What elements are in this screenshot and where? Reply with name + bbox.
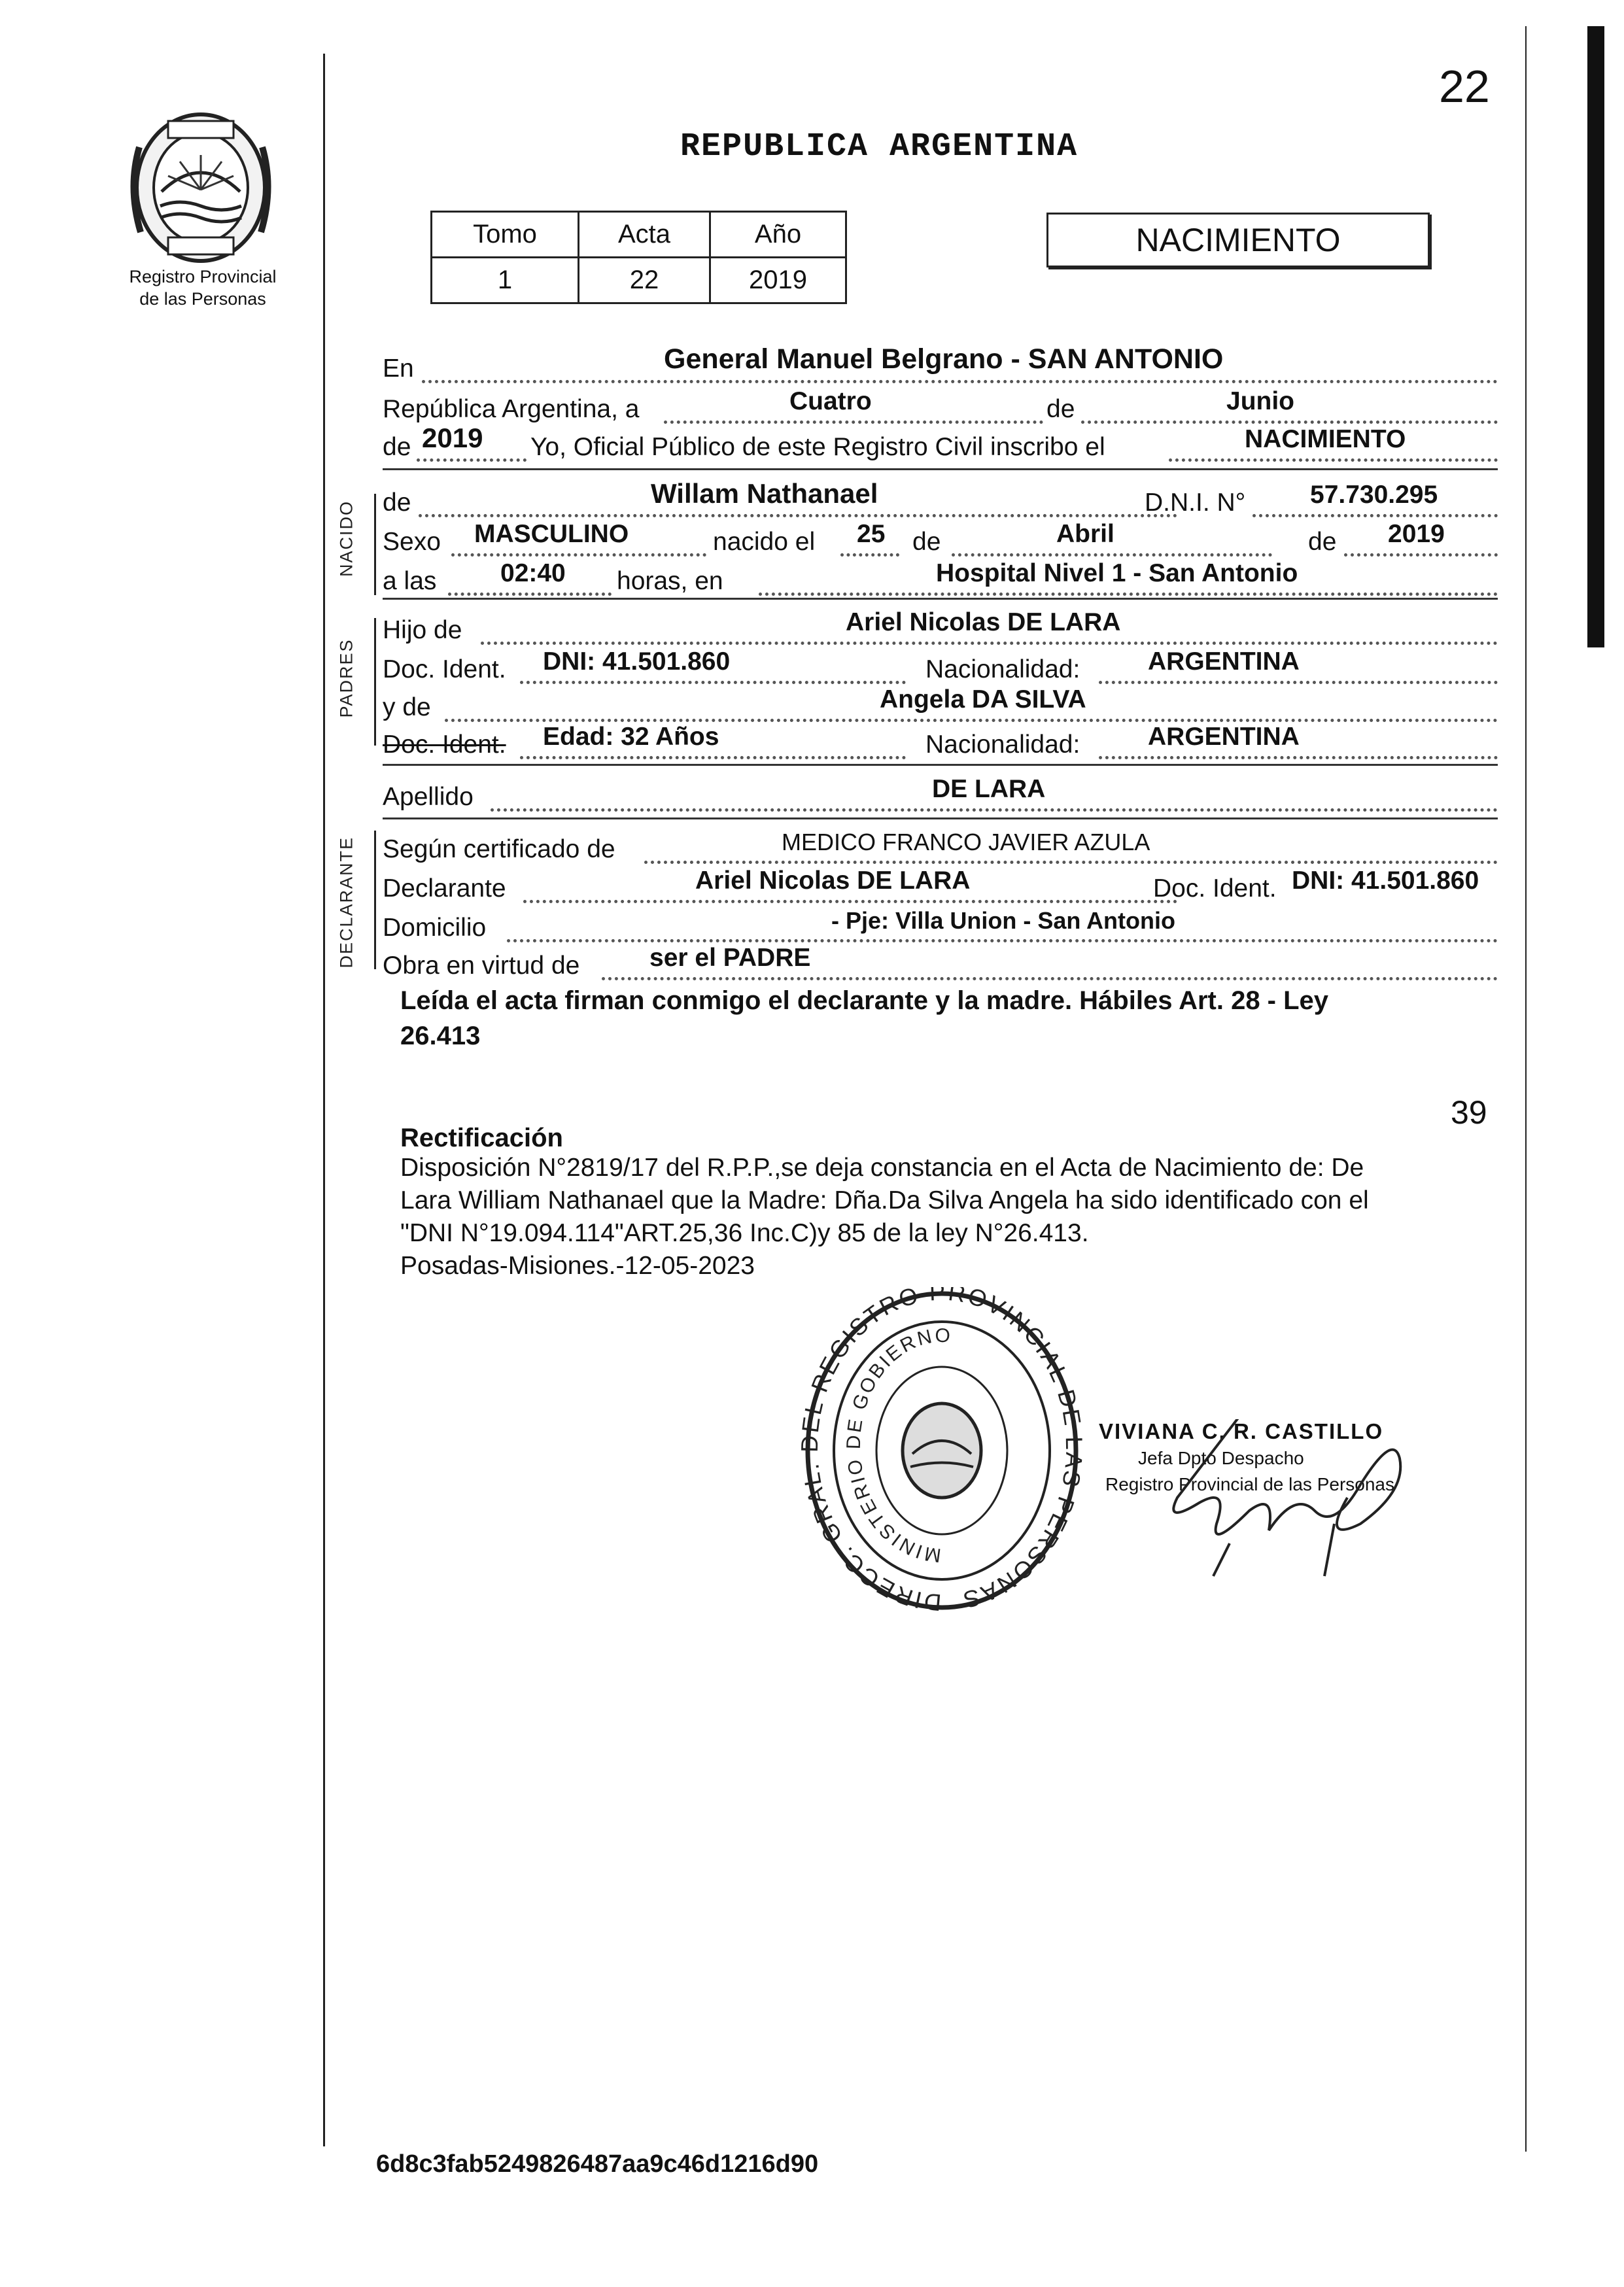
signature-block: [1099, 1419, 1465, 1589]
act-type-box: [1046, 213, 1430, 267]
dotted-line: [520, 756, 906, 759]
birth-place: Hospital Nivel 1 - San Antonio: [936, 559, 1298, 587]
dotted-line: [491, 808, 1498, 812]
dotted-line: [448, 593, 612, 596]
dotted-line: [419, 514, 1177, 517]
anio-header: Año: [710, 212, 846, 258]
tomo-header: Tomo: [432, 212, 579, 258]
rectificacion-line-3: "DNI N°19.094.114"ART.25,36 Inc.C)y 85 de la ley N°26.413.: [400, 1219, 1089, 1247]
birth-time: 02:40: [500, 559, 566, 587]
republica-label: República Argentina, a: [383, 395, 640, 423]
child-name: Willam Nathanael: [651, 478, 878, 509]
left-margin-line: [323, 54, 325, 2146]
logo-caption-1: Registro Provincial: [129, 267, 277, 286]
section-divider: [383, 764, 1498, 766]
birth-month: Abril: [1056, 520, 1114, 548]
de-label: de: [1046, 395, 1075, 423]
mother-nationality: ARGENTINA: [1148, 723, 1300, 751]
dni-label: D.N.I. N°: [1145, 489, 1246, 517]
dotted-line: [507, 939, 1498, 942]
obra-value: ser el PADRE: [649, 944, 811, 972]
signatory-org: Registro Provincial de las Personas: [1105, 1474, 1394, 1494]
anio-value: 2019: [710, 258, 846, 303]
dotted-line: [523, 900, 1177, 903]
de-label: de: [1308, 528, 1337, 556]
de-label: de: [383, 433, 411, 461]
doc-label: Doc. Ident.: [383, 655, 506, 683]
de-label: de: [383, 489, 411, 517]
dotted-line: [1099, 756, 1498, 759]
section-divider: [383, 817, 1498, 819]
side-label-padres: PADRES: [336, 638, 356, 718]
nacido-bracket: [374, 494, 376, 595]
section-divider: [383, 598, 1498, 600]
side-label-declarante: DECLARANTE: [336, 836, 356, 969]
apellido-value: DE LARA: [932, 775, 1046, 803]
father-nationality: ARGENTINA: [1148, 647, 1300, 676]
apellido-label: Apellido: [383, 783, 474, 811]
logo-caption-2: de las Personas: [139, 289, 266, 309]
dotted-line: [1253, 514, 1498, 517]
birth-year: 2019: [1388, 520, 1445, 548]
child-sex: MASCULINO: [474, 520, 629, 548]
y-de-label: y de: [383, 693, 431, 721]
dotted-line: [644, 861, 1498, 864]
rectificacion-line-4: Posadas-Misiones.-12-05-2023: [400, 1252, 755, 1280]
dotted-line: [451, 553, 706, 557]
act-day: Cuatro: [789, 387, 872, 415]
registry-table: [430, 211, 847, 304]
domicilio-label: Domicilio: [383, 914, 487, 942]
rectificacion-title: Rectificación: [400, 1124, 563, 1152]
obra-label: Obra en virtud de: [383, 952, 580, 980]
declarante-bracket: [374, 831, 376, 969]
dotted-line: [1344, 553, 1498, 557]
dotted-line: [602, 977, 1498, 980]
hijo-label: Hijo de: [383, 616, 462, 644]
seal-outer-text: DIRECC. GRAL. DEL REGISTRO PROVINCIAL DE LAS PERSONAS: [798, 1287, 1086, 1617]
nacido-label: nacido el: [713, 528, 816, 556]
nac-label: Nacionalidad:: [925, 655, 1080, 683]
dotted-line: [445, 719, 1498, 722]
father-doc: DNI: 41.501.860: [543, 647, 731, 676]
doc-label: Doc. Ident.: [1153, 874, 1277, 903]
closing-line-2: 26.413: [400, 1022, 481, 1050]
dotted-line: [481, 642, 1498, 645]
rectificacion-line-1: Disposición N°2819/17 del R.P.P.,se deja constancia en el Acta de Nacimiento de: De: [400, 1154, 1364, 1182]
act-inscribed: NACIMIENTO: [1245, 425, 1406, 453]
doc-label-struck: Doc. Ident.: [383, 731, 506, 759]
domicilio-value: - Pje: Villa Union - San Antonio: [831, 907, 1176, 934]
dotted-line: [664, 421, 1043, 424]
dotted-line: [1081, 421, 1498, 424]
child-dni: 57.730.295: [1310, 481, 1438, 509]
nac-label: Nacionalidad:: [925, 731, 1080, 759]
dotted-line: [1099, 681, 1498, 684]
cert-label: Según certificado de: [383, 835, 615, 863]
a-las-label: a las: [383, 567, 437, 595]
scan-edge-bar: [1587, 26, 1604, 647]
dotted-line: [417, 458, 527, 462]
act-year: 2019: [422, 422, 483, 453]
dotted-line: [422, 380, 1498, 383]
horas-label: horas, en: [617, 567, 723, 595]
declarante-name: Ariel Nicolas DE LARA: [695, 867, 971, 895]
father-name: Ariel Nicolas DE LARA: [846, 608, 1121, 636]
official-seal: [798, 1287, 1086, 1621]
sexo-label: Sexo: [383, 528, 441, 556]
mother-name: Angela DA SILVA: [880, 685, 1086, 714]
de-label: de: [912, 528, 941, 556]
mother-age: Edad: 32 Años: [543, 723, 719, 751]
signatory-role: Jefa Dpto Despacho: [1138, 1448, 1304, 1468]
act-month: Junio: [1226, 387, 1294, 415]
dotted-line: [840, 553, 899, 557]
rectificacion-line-2: Lara William Nathanael que la Madre: Dña.Da Silva Angela ha sido identificado con el: [400, 1186, 1369, 1214]
province-logo: [121, 108, 281, 268]
declarante-doc: DNI: 41.501.860: [1292, 867, 1479, 895]
document-title: REPUBLICA ARGENTINA: [680, 128, 1079, 165]
closing-line-1: Leída el acta firman conmigo el declarante y la madre. Hábiles Art. 28 - Ley: [400, 986, 1329, 1015]
acta-value: 22: [579, 258, 710, 303]
act-place: General Manuel Belgrano - SAN ANTONIO: [664, 343, 1224, 375]
acta-header: Acta: [579, 212, 710, 258]
yo-label: Yo, Oficial Público de este Registro Civil inscribo el: [530, 433, 1105, 461]
page-number: 22: [1439, 61, 1490, 112]
section-divider: [383, 468, 1498, 470]
padres-bracket: [374, 618, 376, 746]
act-type: NACIMIENTO: [1135, 222, 1341, 258]
en-label: En: [383, 354, 414, 383]
rectificacion-number: 39: [1451, 1094, 1487, 1131]
seal-inner-text: MINISTERIO DE GOBIERNO: [842, 1324, 953, 1566]
certificate-issuer: MEDICO FRANCO JAVIER AZULA: [782, 829, 1150, 855]
declarante-label: Declarante: [383, 874, 506, 903]
dotted-line: [520, 681, 906, 684]
side-label-nacido: NACIDO: [336, 500, 356, 577]
right-margin-line: [1525, 26, 1527, 2152]
birth-day: 25: [857, 520, 886, 548]
dotted-line: [952, 553, 1272, 557]
dotted-line: [1169, 458, 1498, 462]
signatory-name: VIVIANA C. R. CASTILLO: [1099, 1419, 1384, 1443]
dotted-line: [759, 593, 1498, 596]
handwritten-signature: [1099, 1419, 1465, 1589]
tomo-value: 1: [432, 258, 579, 303]
document-hash: 6d8c3fab5249826487aa9c46d1216d90: [376, 2150, 819, 2178]
